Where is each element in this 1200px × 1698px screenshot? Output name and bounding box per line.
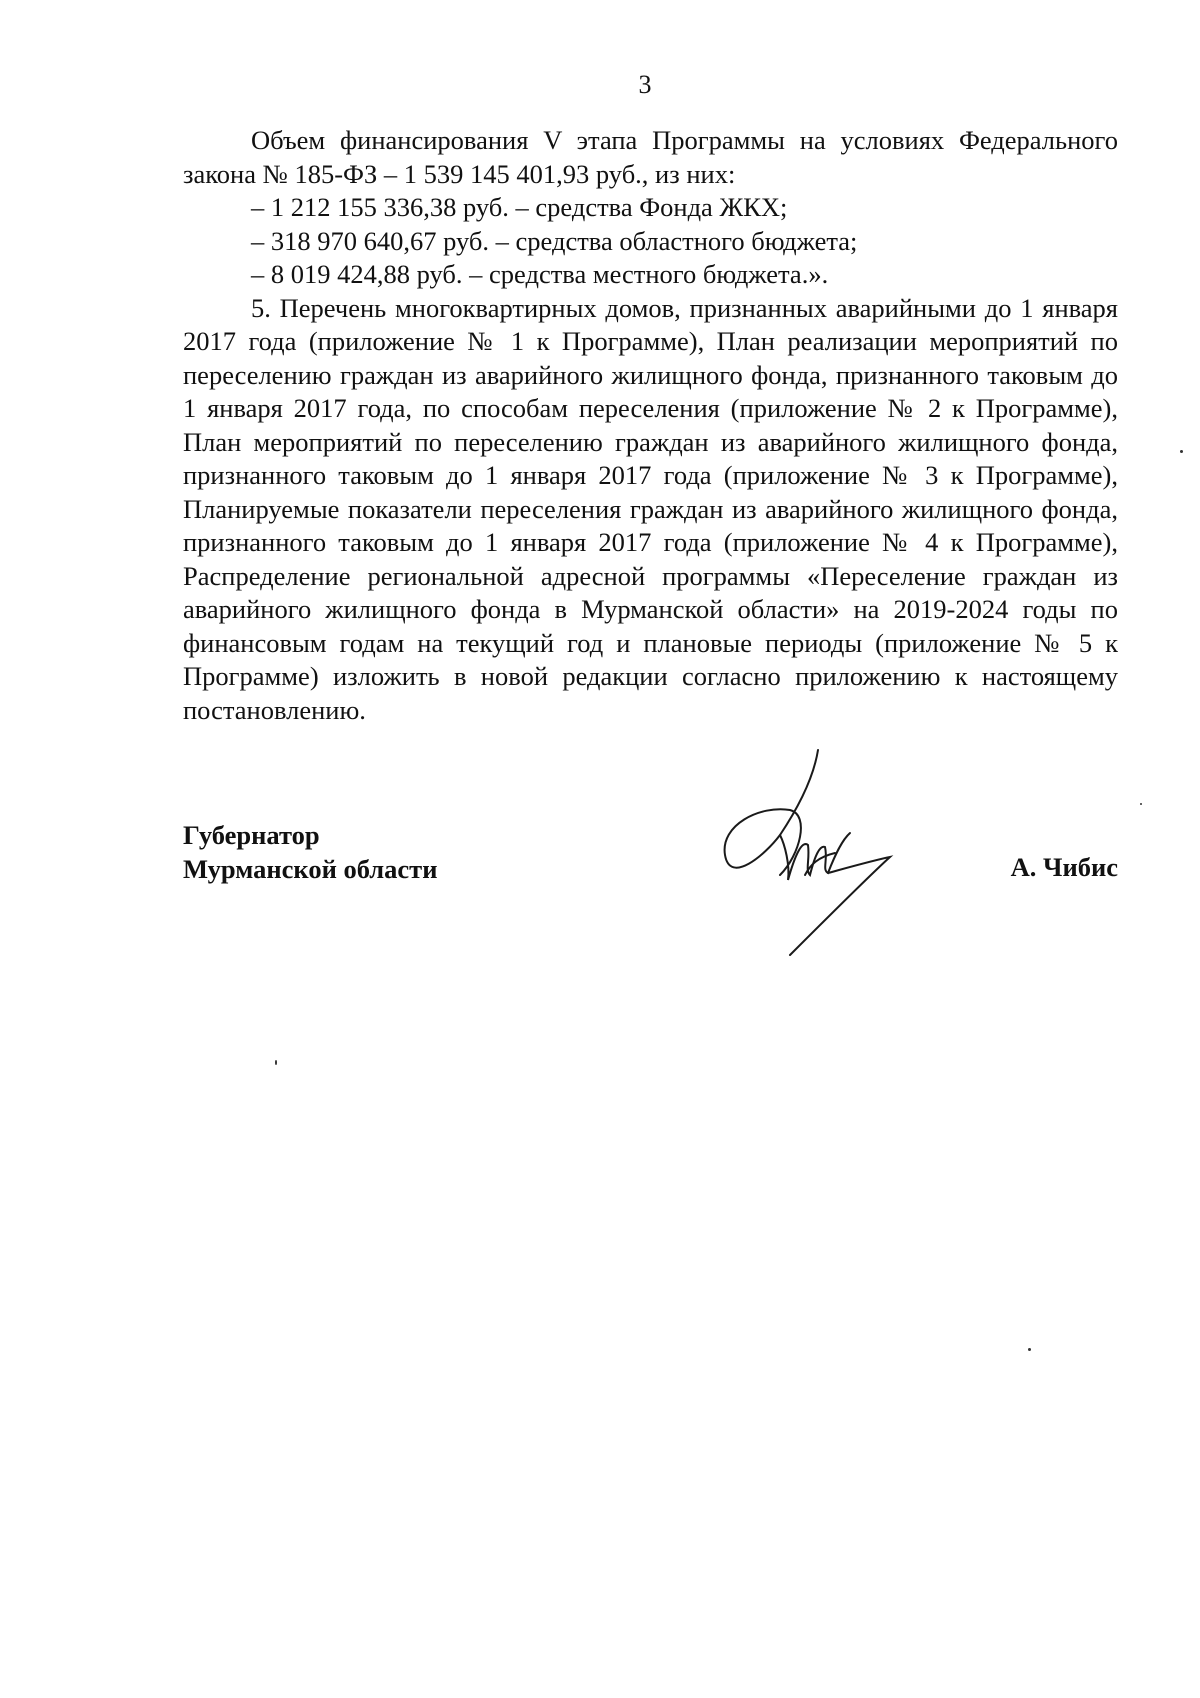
- scan-speck: [275, 1060, 277, 1065]
- signatory-title-line1: Губернатор: [183, 820, 320, 850]
- scan-speck: [1180, 450, 1183, 453]
- funding-intro-paragraph: Объем финансирования V этапа Программы на условиях Федерального закона № 185-ФЗ – 1 539 145 401,93 руб., из них:: [183, 125, 1118, 189]
- funding-item-fund: – 1 212 155 336,38 руб. – средства Фонда ЖКХ;: [251, 192, 788, 222]
- funding-item-local: – 8 019 424,88 руб. – средства местного бюджета.».: [251, 259, 829, 289]
- funding-item-regional: – 318 970 640,67 руб. – средства областного бюджета;: [251, 225, 858, 256]
- item-5-paragraph: 5. Перечень многоквартирных домов, признанных аварийными до 1 января 2017 года (приложение № 1 к Программе), План реализации мероприятий по переселению граждан из аварийного жилищного фонда, признанного таковым до 1 января 2017 года, по способам переселения (приложение № 2 к Программе), План мероприятий по переселению граждан из аварийного жилищного фонда, признанного таковым до 1 января 2017 года (приложение № 3 к Программе), Планируемые показатели переселения граждан из аварийного жилищного фонда, признанного таковым до 1 января 2017 года (приложение № 4 к Программе), Распределение региональной адресной программы «Переселение граждан из аварийного жилищного фонда в Мурманской области» на 2019-2024 годы по финансовым годам на текущий год и плановые периоды (приложение № 5 к Программе) изложить в новой редакции согласно приложению к настоящему постановлению.: [183, 292, 1118, 725]
- signatory-name: А. Чибис: [1010, 852, 1118, 882]
- page-number: 3: [638, 70, 652, 99]
- scan-speck: [1028, 1348, 1031, 1351]
- scan-speck: [1140, 803, 1142, 805]
- signatory-title-line2: Мурманской области: [183, 854, 438, 884]
- handwritten-signature: [710, 745, 940, 975]
- signatory-title: [183, 818, 437, 886]
- document-body: [183, 124, 1118, 727]
